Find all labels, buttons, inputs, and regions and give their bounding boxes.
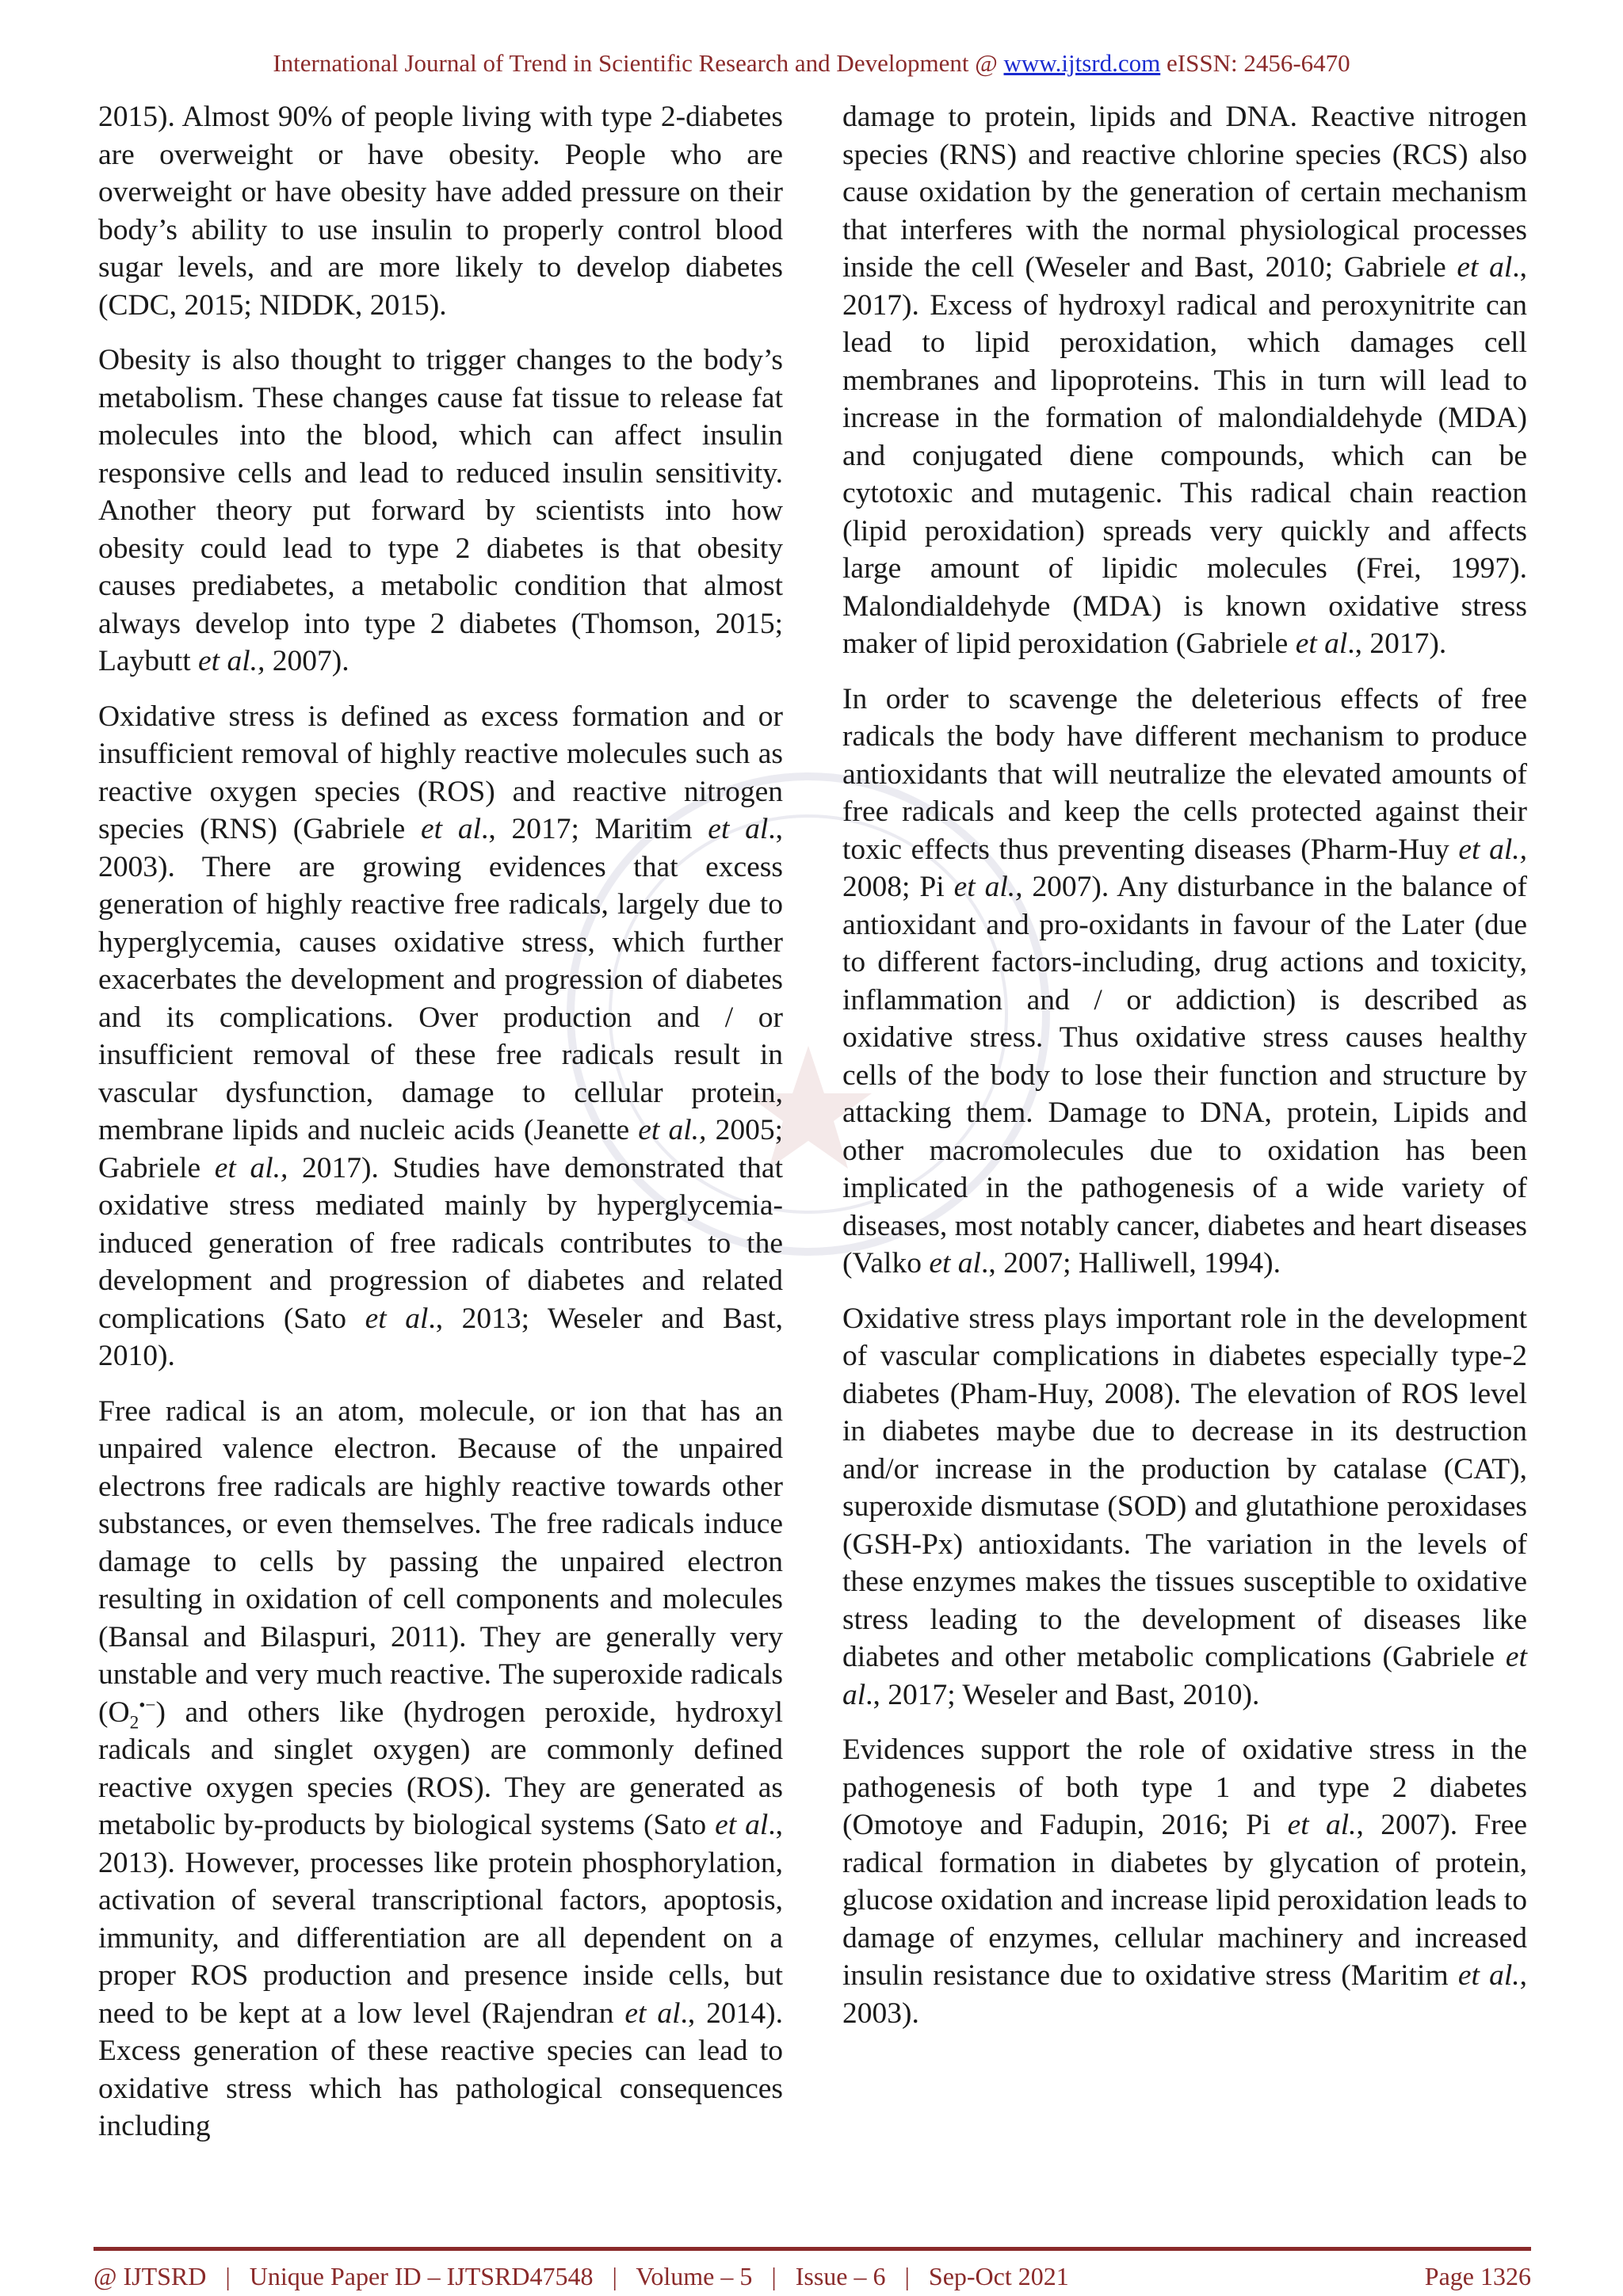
- paragraph: Oxidative stress is defined as excess formation and or insufficient removal of highly reactive molecules such as reactive oxygen species (ROS) and reactive nitrogen species (RNS) (Gabriele et al., 2017; Maritim et al., 2003). There are growing evidences that excess generation of highly reactive free radicals, largely due to hyperglycemia, causes oxidative stress, which further exacerbates the development and progression of diabetes and its complications. Over production and / or insufficient removal of these free radicals result in vascular dysfunction, damage to cellular protein, membrane lipids and nucleic acids (Jeanette et al., 2005; Gabriele et al., 2017). Studies have demonstrated that oxidative stress mediated mainly by hyperglycemia- induced generation of free radicals contributes to the development and progression of diabetes and related complications (Sato et al., 2013; Weseler and Bast, 2010).: [98, 700, 784, 1372]
- footer-paper-id: Unique Paper ID – IJTSRD47548: [249, 2262, 594, 2290]
- footer-separator: |: [225, 2262, 231, 2290]
- footer-separator: |: [771, 2262, 777, 2290]
- footer-page-number: Page 1326: [1424, 2262, 1531, 2290]
- footer-issue: Issue – 6: [795, 2262, 886, 2290]
- footer-separator: |: [612, 2262, 617, 2290]
- paragraph: Evidences support the role of oxidative stress in the pathogenesis of both type 1 and type 2 diabetes (Omotoye and Fadupin, 2016; Pi et al., 2007). Free radical formation in diabetes by glycation of protein, glucose oxidation and increase lipid peroxidation leads to damage of enzymes, cellular machinery and increased insulin resistance due to oxidative stress (Maritim et al., 2003).: [842, 1733, 1527, 2030]
- footer-date: Sep-Oct 2021: [928, 2262, 1069, 2290]
- left-column: [98, 98, 783, 2163]
- footer-volume: Volume – 5: [636, 2262, 753, 2290]
- journal-url-link[interactable]: www.ijtsrd.com: [1003, 49, 1161, 77]
- footer-separator: |: [904, 2262, 910, 2290]
- right-column: [842, 98, 1527, 2050]
- paragraph: 2015). Almost 90% of people living with type 2-diabetes are overweight or have obesity. People who are overweight or have obesity have added pressure on their body’s ability to use insulin to properly control blood sugar levels, and are more likely to develop diabetes (CDC, 2015; NIDDK, 2015).: [98, 101, 783, 322]
- paragraph: Free radical is an atom, molecule, or ion that has an unpaired valence electron. Because of the unpaired electrons free radicals are highly reactive towards other substances, or even themselves. The free radicals induce damage to cells by passing the unpaired electron resulting in oxidation of cell components and molecules (Bansal and Bilaspuri, 2011). They are generally very unstable and very much reactive. The superoxide radicals $(O_2^{•-})$ and others like (hydrogen peroxide, hydroxyl radicals and singlet oxygen) are commonly defined reactive oxygen species (ROS). They are generated as metabolic by-products by biological systems (Sato et al., 2013). However, processes like protein phosphorylation, activation of several transcriptional factors, apoptosis, immunity, and differentiation are all dependent on a proper ROS production and presence inside cells, but need to be kept at a low level (Rajendran et al., 2014). Excess generation of these reactive species can lead to oxidative stress which has pathological consequences including: [98, 1394, 784, 2142]
- paragraph: Obesity is also thought to trigger changes to the body’s metabolism. These changes cause fat tissue to release fat molecules into the blood, which can affect insulin responsive cells and lead to reduced insulin sensitivity. Another theory put forward by scientists into how obesity could lead to type 2 diabetes is that obesity causes prediabetes, a metabolic condition that almost always develop into type 2 diabetes (Thomson, 2015; Laybutt et al., 2007).: [98, 344, 783, 677]
- journal-name: International Journal of Trend in Scientific Research and Development @: [273, 49, 998, 77]
- running-footer: [94, 2262, 1531, 2291]
- running-header: [0, 49, 1623, 78]
- paragraph: Oxidative stress plays important role in the development of vascular complications in diabetes especially type-2 diabetes (Pham-Huy, 2008). The elevation of ROS level in diabetes maybe due to decrease in its destruction and/or increase in the production by catalase (CAT), superoxide dismutase (SOD) and glutathione peroxidases (GSH-Px) antioxidants. The variation in the levels of these enzymes makes the tissues susceptible to oxidative stress leading to the development of diseases like diabetes and other metabolic complications (Gabriele et al., 2017; Weseler and Bast, 2010).: [842, 1302, 1527, 1711]
- footer-brand: @ IJTSRD: [94, 2262, 207, 2290]
- footer-rule: [94, 2247, 1531, 2251]
- paragraph: damage to protein, lipids and DNA. Reactive nitrogen species (RNS) and reactive chlorine species (RCS) also cause oxidation by the generation of certain mechanism that interferes with the normal physiological processes inside the cell (Weseler and Bast, 2010; Gabriele et al., 2017). Excess of hydroxyl radical and peroxynitrite can lead to lipid peroxidation, which damages cell membranes and lipoproteins. This in turn will lead to increase in the formation of malondialdehyde (MDA) and conjugated diene compounds, which can be cytotoxic and mutagenic. This radical chain reaction (lipid peroxidation) spreads very quickly and affects large amount of lipidic molecules (Frei, 1997). Malondialdehyde (MDA) is known oxidative stress maker of lipid peroxidation (Gabriele et al., 2017).: [842, 101, 1527, 660]
- eissn-label: eISSN: 2456-6470: [1167, 49, 1350, 77]
- paragraph: In order to scavenge the deleterious effects of free radicals the body have different mechanism to produce antioxidants that will neutralize the elevated amounts of free radicals and keep the cells protected against their toxic effects thus preventing diseases (Pharm-Huy et al., 2008; Pi et al., 2007). Any disturbance in the balance of antioxidant and pro-oxidants in favour of the Later (due to different factors-including, drug actions and toxicity, inflammation and / or addiction) is described as oxidative stress. Thus oxidative stress causes healthy cells of the body to lose their function and structure by attacking them. Damage to DNA, protein, Lipids and other macromolecules due to oxidation has been implicated in the pathogenesis of a wide variety of diseases, most notably cancer, diabetes and heart diseases (Valko et al., 2007; Halliwell, 1994).: [842, 682, 1527, 1280]
